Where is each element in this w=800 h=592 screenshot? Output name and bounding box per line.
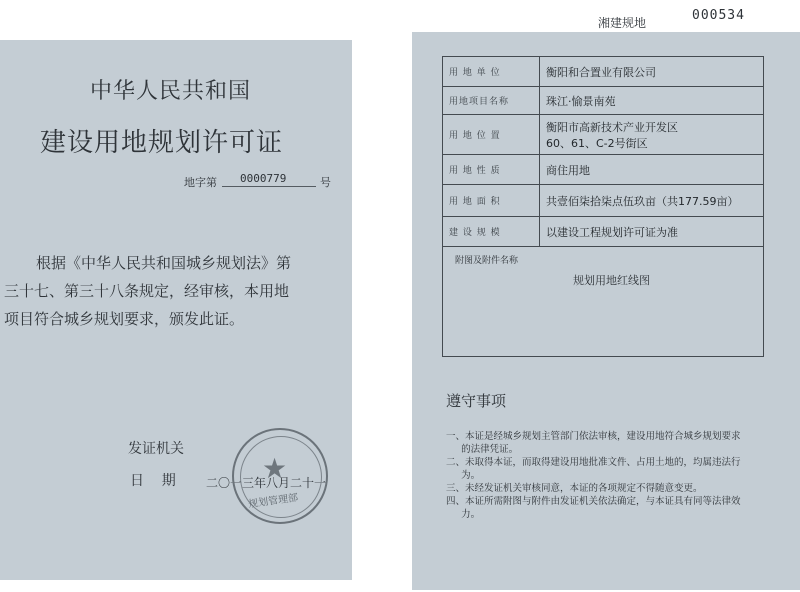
official-seal [232,428,328,524]
table-value: 共壹佰柒拾柒点伍玖亩（共177.59亩） [540,185,764,217]
notice-line: 为。 [446,470,481,481]
notice-list [446,430,741,521]
table-row [443,185,764,217]
table-label: 用 地 面 积 [443,185,540,217]
attachments-label: 附图及附件名称 [455,256,519,266]
table-row [443,87,764,115]
serial-number: 000534 [692,8,745,23]
body-line-3: 项目符合城乡规划要求，颁发此证。 [4,310,245,328]
notice-line: 四、本证所需附图与附件由发证机关依法确定，与本证具有同等法律效 [446,496,741,507]
date-value: 二〇一三年八月二十一 [206,476,327,490]
table-value: 商住用地 [540,155,764,185]
number-suffix: 号 [320,176,331,189]
table-label: 建 设 规 模 [443,217,540,247]
notice-line: 的法律凭证。 [446,444,519,455]
right-page [412,32,800,590]
certificate-number: 0000779 [240,172,287,185]
table-value [540,115,764,155]
department-label: 湘建规地 [598,16,647,30]
country-name: 中华人民共和国 [90,79,252,104]
certificate-title: 建设用地规划许可证 [40,128,284,158]
issuer-label: 发证机关 [128,441,184,457]
number-underline [222,186,316,187]
attachments-value: 规划用地红线图 [573,274,650,287]
table-row [443,155,764,185]
attachments-cell [443,247,764,357]
seal-text: 规划管理部 [247,492,299,511]
table-value: 珠江·愉景南苑 [540,87,764,115]
land-info-table [442,56,764,357]
table-label: 用 地 位 置 [443,115,540,155]
attachments-row [443,247,764,357]
seal-star-icon: ★ [262,452,288,485]
table-row [443,57,764,87]
body-line-1: 根据《中华人民共和国城乡规划法》第 [36,254,292,272]
date-label: 日 期 [130,473,176,489]
left-page [0,40,352,580]
table-label: 用 地 性 质 [443,155,540,185]
body-line-2: 三十七、第三十八条规定，经审核，本用地 [4,282,290,300]
location-line-2: 60、61、C-2号街区 [546,136,648,150]
table-label: 用 地 单 位 [443,57,540,87]
notice-line: 三、未经发证机关审核同意，本证的各项规定不得随意变更。 [446,483,703,494]
notice-title: 遵守事项 [446,392,507,410]
table-row [443,217,764,247]
number-prefix: 地字第 [184,176,217,189]
table-row [443,115,764,155]
notice-line: 一、本证是经城乡规划主管部门依法审核，建设用地符合城乡规划要求 [446,431,741,442]
notice-line: 二、未取得本证，而取得建设用地批准文件、占用土地的，均属违法行 [446,457,741,468]
location-line-1: 衡阳市高新技术产业开发区 [546,120,678,134]
table-label: 用地项目名称 [443,87,540,115]
table-value: 以建设工程规划许可证为准 [540,217,764,247]
notice-line: 力。 [446,509,481,520]
table-value: 衡阳和合置业有限公司 [540,57,764,87]
